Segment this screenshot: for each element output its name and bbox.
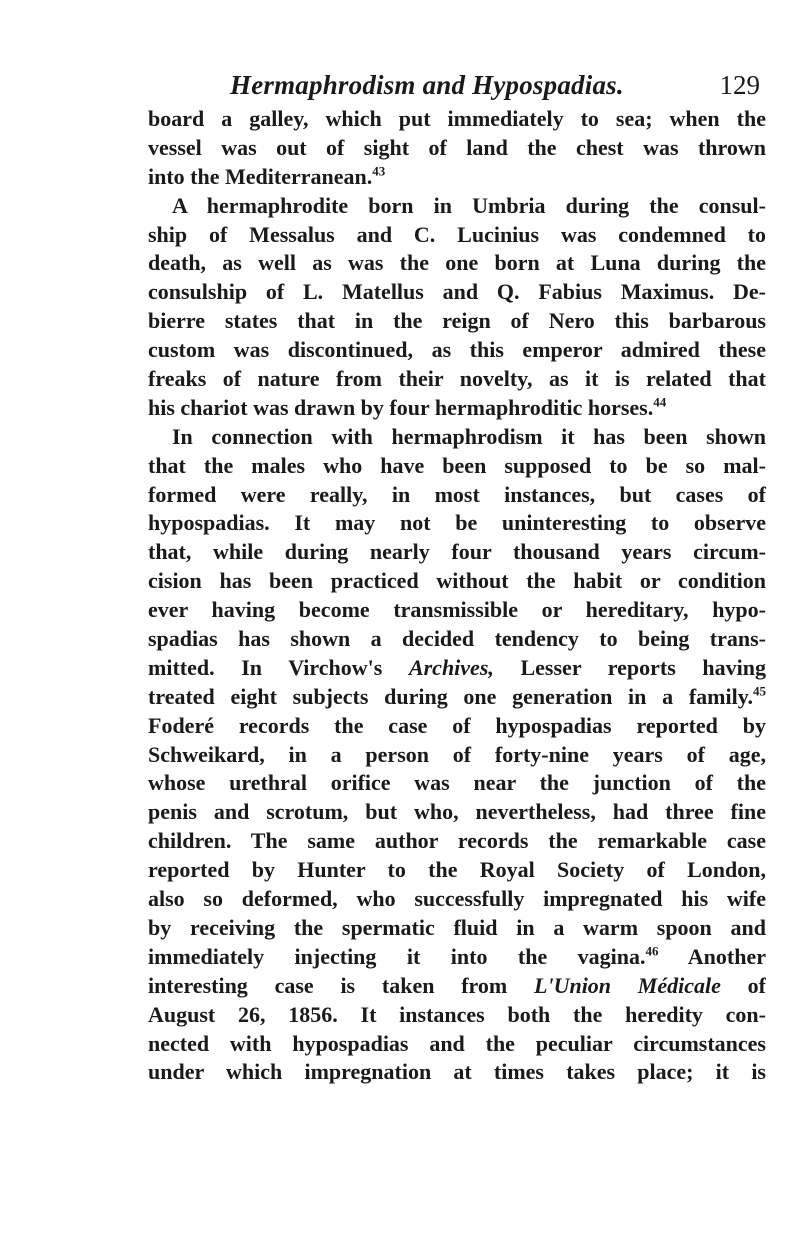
body-text <box>148 105 766 1087</box>
text-segment: bierre states that in the reign of Nero this barbarous <box>148 308 766 334</box>
footnote-ref: 46 <box>645 943 659 959</box>
text-segment: freaks of nature from their novelty, as it is related that <box>148 366 766 392</box>
page-number: 129 <box>719 70 760 100</box>
text-line <box>148 365 766 394</box>
text-segment: consulship of L. Matellus and Q. Fabius Maximus. De- <box>148 279 766 305</box>
text-line <box>148 1058 766 1087</box>
text-segment: Another <box>658 943 766 969</box>
text-line <box>148 914 766 943</box>
text-line <box>148 394 766 423</box>
text-segment: August 26, 1856. It instances both the heredity con- <box>148 1001 766 1027</box>
text-line <box>148 134 766 163</box>
text-line <box>148 192 766 221</box>
text-segment: Lesser reports having <box>493 654 766 680</box>
text-segment: ship of Messalus and C. Lucinius was condemned to <box>148 221 766 247</box>
text-segment: vessel was out of sight of land the chest was thrown <box>148 134 766 160</box>
text-line <box>148 654 766 683</box>
text-line <box>148 307 766 336</box>
text-line <box>148 943 766 972</box>
italic-title: L'Union Médicale <box>534 972 721 998</box>
text-segment: his chariot was drawn by four hermaphroditic horses. <box>148 394 654 420</box>
text-line <box>148 625 766 654</box>
text-line <box>148 1001 766 1030</box>
text-segment: cision has been practiced without the habit or condition <box>148 568 766 594</box>
text-line <box>148 827 766 856</box>
footnote-ref: 45 <box>753 683 766 699</box>
text-segment: whose urethral orifice was near the junction of the <box>148 770 766 796</box>
text-line <box>148 452 766 481</box>
text-segment: Schweikard, in a person of forty-nine years of age, <box>148 741 766 767</box>
text-line <box>148 712 766 741</box>
text-segment: formed were really, in most instances, but cases of <box>148 481 766 507</box>
text-segment: by receiving the spermatic fluid in a warm spoon and <box>148 914 766 940</box>
text-line <box>148 336 766 365</box>
text-segment: nected with hypospadias and the peculiar circumstances <box>148 1030 766 1056</box>
text-line <box>148 509 766 538</box>
text-segment: that the males who have been supposed to be so mal- <box>148 452 766 478</box>
text-line <box>148 885 766 914</box>
footnote-ref: 43 <box>372 163 386 179</box>
text-line <box>148 856 766 885</box>
text-segment: board a galley, which put immediately to sea; when the <box>148 106 766 131</box>
running-title: Hermaphrodism and Hypospadias. <box>230 70 624 100</box>
italic-title: Archives, <box>408 654 494 680</box>
text-segment: children. The same author records the remarkable case <box>148 828 766 854</box>
text-segment: ever having become transmissible or hereditary, hypo- <box>148 597 766 623</box>
text-line <box>148 972 766 1001</box>
text-line <box>148 249 766 278</box>
text-segment: under which impregnation at times takes place; it is <box>148 1059 766 1085</box>
text-segment: mitted. In Virchow's <box>148 654 409 680</box>
text-segment: hypospadias. It may not be uninteresting to observe <box>148 510 766 536</box>
text-segment: interesting case is taken from <box>148 972 535 998</box>
text-segment: into the Mediterranean. <box>148 163 373 189</box>
text-line <box>148 538 766 567</box>
text-segment: reported by Hunter to the Royal Society of London, <box>148 857 766 883</box>
text-line <box>148 1030 766 1059</box>
text-segment: custom was discontinued, as this emperor admired these <box>148 337 766 363</box>
text-segment: immediately injecting it into the vagina. <box>148 943 646 969</box>
text-line <box>148 741 766 770</box>
text-segment: treated eight subjects during one generation in a family. <box>148 683 753 709</box>
text-line <box>148 221 766 250</box>
text-line <box>148 683 766 712</box>
text-line <box>148 567 766 596</box>
text-segment: Foderé records the case of hypospadias reported by <box>148 712 766 738</box>
text-line <box>148 798 766 827</box>
footnote-ref: 44 <box>653 394 667 410</box>
text-line <box>148 769 766 798</box>
text-segment: also so deformed, who successfully impregnated his wife <box>148 886 766 912</box>
text-line <box>148 423 766 452</box>
text-segment: A hermaphrodite born in Umbria during the consul- <box>172 192 766 218</box>
text-line <box>148 105 766 134</box>
text-segment: death, as well as was the one born at Luna during the <box>148 250 766 276</box>
text-segment: spadias has shown a decided tendency to being trans- <box>148 626 766 652</box>
text-segment: that, while during nearly four thousand years circum- <box>148 539 766 565</box>
text-line <box>148 481 766 510</box>
text-segment: penis and scrotum, but who, nevertheless, had three fine <box>148 799 766 825</box>
text-line <box>148 163 766 192</box>
text-line <box>148 596 766 625</box>
text-segment: In connection with hermaphrodism it has been shown <box>172 423 766 449</box>
running-head <box>150 70 760 110</box>
text-line <box>148 278 766 307</box>
text-segment: of <box>720 972 766 998</box>
